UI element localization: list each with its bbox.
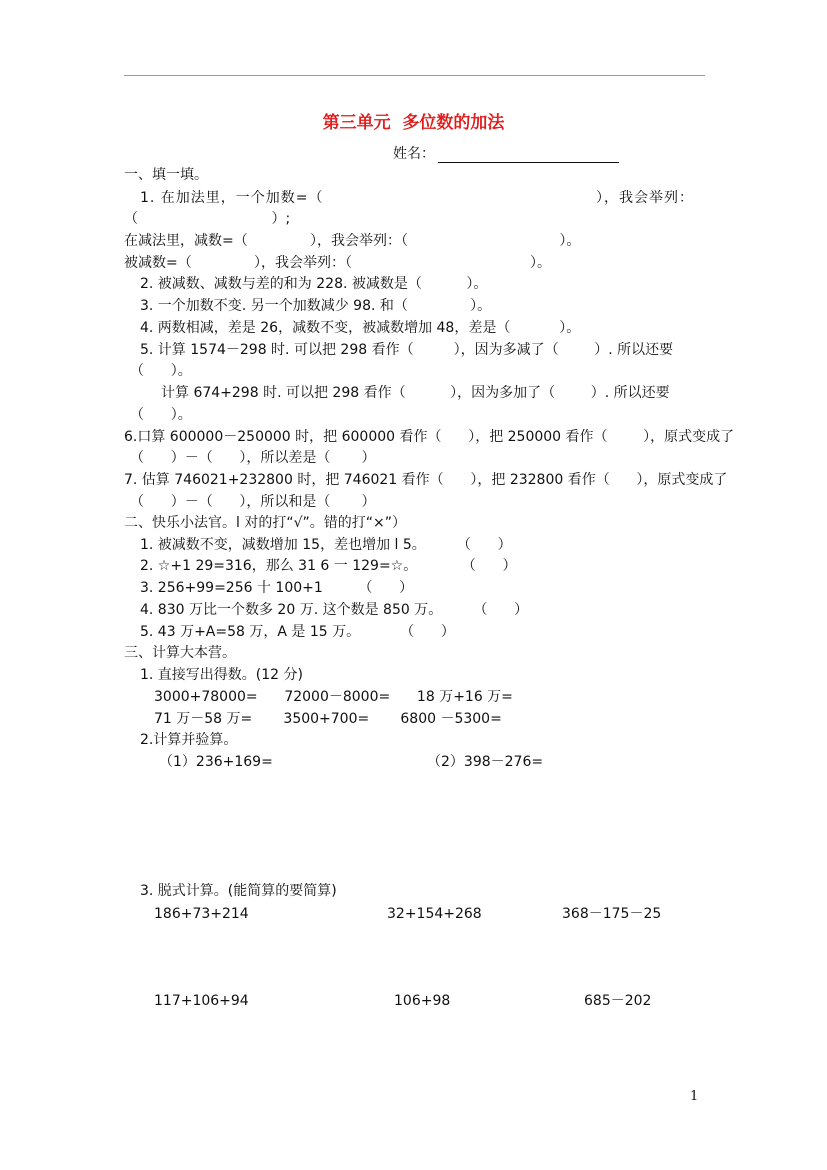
part-2-item-2: （2）398－276= (427, 754, 544, 770)
question-1-part-a: 1. 在加法里，一个加数=（ (140, 190, 324, 206)
question-5-part-c: 计算 674+298 时. 可以把 298 看作（ ），因为多加了（ ）. 所以还要 (161, 385, 670, 401)
part-3-expr-3: 368－175－25 (562, 906, 662, 922)
part-1-heading: 1. 直接写出得数。(12 分) (140, 667, 303, 683)
part-3-expr-4: 117+106+94 (154, 993, 249, 1009)
header-rule (124, 75, 705, 76)
part-1-row-2: 71 万－58 万= 3500+700= 6800 －5300= (154, 711, 502, 727)
question-5-part-b: （ ）。 (130, 363, 192, 379)
judge-item-4: 4. 830 万比一个数多 20 万. 这个数是 850 万。 （ ） (140, 602, 529, 618)
question-6-part-a: 6.口算 600000－250000 时，把 600000 看作（ ），把 250000 看作（ ），原式变成了 (124, 429, 735, 445)
page-title: 第三单元 多位数的加法 (322, 113, 505, 133)
question-4: 4. 两数相减，差是 26，减数不变，被减数增加 48，差是（ ）。 (140, 320, 581, 336)
question-3: 3. 一个加数不变. 另一个加数减少 98. 和（ ）。 (140, 298, 492, 314)
part-3-expr-6: 685－202 (584, 993, 652, 1009)
name-label: 姓名： (393, 146, 435, 162)
judge-item-2: 2. ☆+1 29=316，那么 31 6 一 129=☆。 （ ） (140, 558, 517, 574)
section-1-heading: 一、填一填。 (124, 167, 208, 183)
part-3-expr-5: 106+98 (394, 993, 451, 1009)
question-7-part-b: （ ）－（ ），所以和是（ ） (130, 494, 376, 510)
part-3-expr-1: 186+73+214 (154, 906, 249, 922)
question-1-part-b: ），我会举列： (596, 190, 694, 206)
question-5-part-a: 5. 计算 1574－298 时. 可以把 298 看作（ ），因为多减了（ ）. 所以还要 (140, 342, 674, 358)
judge-item-5: 5. 43 万+A=58 万，A 是 15 万。 （ ） (140, 624, 455, 640)
section-3-heading: 三、计算大本营。 (124, 645, 236, 661)
part-2-item-1: （1）236+169= (159, 754, 273, 770)
part-1-row-1: 3000+78000= 72000－8000= 18 万+16 万= (154, 689, 513, 705)
part-3-expr-2: 32+154+268 (387, 906, 482, 922)
question-1-part-d: 在减法里，减数=（ ），我会举列：（ ）。 (124, 233, 581, 249)
question-1-part-e: 被减数=（ ），我会举列：（ ）。 (124, 255, 552, 271)
judge-item-3: 3. 256+99=256 十 100+1 （ ） (140, 580, 414, 596)
part-2-heading: 2.计算并验算。 (140, 732, 238, 748)
question-6-part-b: （ ）－（ ），所以差是（ ） (130, 450, 376, 466)
question-7-part-a: 7. 估算 746021+232800 时，把 746021 看作（ ），把 232800 看作（ ），原式变成了 (124, 472, 728, 488)
question-1-part-c: （ ）; (124, 211, 291, 227)
name-blank (438, 162, 619, 163)
question-2: 2. 被减数、减数与差的和为 228. 被减数是（ ）。 (140, 276, 488, 292)
section-2-heading: 二、快乐小法官。l 对的打“√”。错的打“×”） (124, 515, 407, 531)
question-5-part-d: （ ）。 (130, 407, 192, 423)
judge-item-1: 1. 被减数不变，减数增加 15，差也增加 l 5。 （ ） (140, 537, 512, 553)
part-3-heading: 3. 脱式计算。(能简算的要简算) (140, 883, 337, 899)
page-number: 1 (690, 1089, 699, 1104)
